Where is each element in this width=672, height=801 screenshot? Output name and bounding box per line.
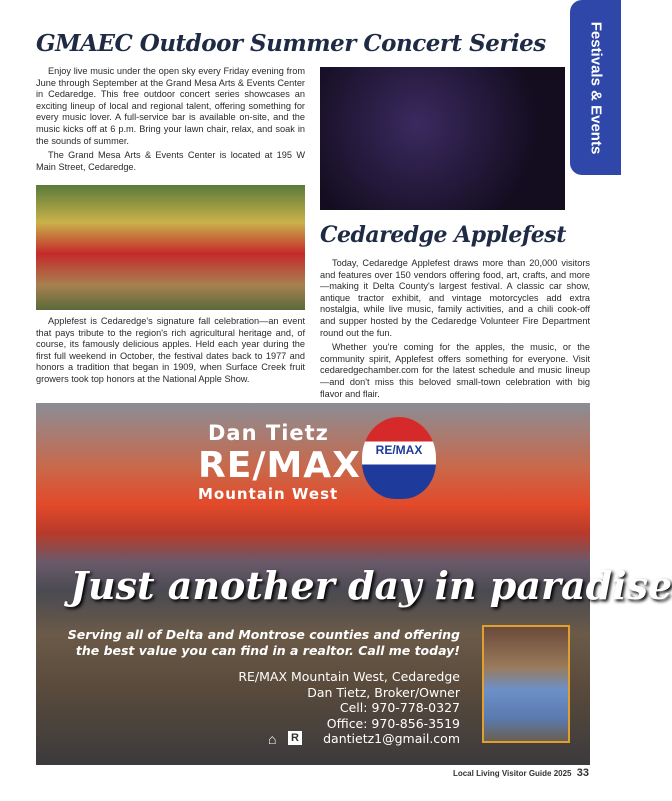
section-tab [570, 0, 621, 175]
concert-paragraph: The Grand Mesa Arts & Events Center is located at 195 W Main Street, Cedaredge. [36, 150, 305, 172]
concert-body [36, 66, 305, 176]
agent-portrait [482, 625, 570, 743]
agent-title: Dan Tietz, Broker/Owner [307, 684, 460, 700]
footer [453, 767, 589, 779]
applefest-right-body [320, 258, 590, 403]
office-name: RE/MAX Mountain West, Cedaredge [238, 669, 460, 684]
brand-subtitle: Mountain West [198, 485, 339, 503]
concert-photo [320, 67, 565, 210]
remax-advertisement [36, 403, 672, 765]
balloon-logo [362, 417, 436, 499]
equal-housing-icon: ⌂ [268, 731, 277, 747]
brand-logo: RE/MAX [198, 445, 361, 486]
pitch-line: Serving all of Delta and Montrose counties and offering [67, 627, 460, 642]
ad-tagline: Just another day in paradise [70, 563, 672, 608]
applefest-paragraph: Today, Cedaredge Applefest draws more than 20,000 visitors and features over 150 vendors offering food, art, crafts, and more—making it Delta County's largest festival. A classic car show, antique tractor exhibit, and vintage motorcycles add extra nostalgia, while live music, family activities, and a chili cook-off and supper hosted by the Cedaredge Volunteer Fire Department round out the fun. [320, 258, 590, 338]
concert-title: GMAEC Outdoor Summer Concert Series [36, 30, 546, 57]
applefest-left-body [36, 316, 305, 389]
cell-phone: Cell: 970-778-0327 [339, 700, 460, 715]
balloon-text: RE/MAX [375, 443, 423, 457]
pitch-line: the best value you can find in a realtor. Call me today! [75, 643, 460, 658]
page-number: 33 [576, 767, 589, 779]
realtor-icon: R [288, 731, 302, 745]
ad-pitch [68, 627, 460, 659]
publication-name: Local Living Visitor Guide 2025 [452, 769, 572, 778]
applefest-title: Cedaredge Applefest [320, 222, 566, 248]
concert-paragraph: Enjoy live music under the open sky every Friday evening from June through September at the Grand Mesa Arts & Events Center in Cedaredge. This free outdoor concert series showcases an exciting lineup of local and regional talent, offering something for every music lover. A full-service bar is available on-site, and the music kicks off at 6 p.m. Bring your lawn chair, relax, and soak in the sounds of summer. [36, 66, 305, 146]
applefest-photo [36, 185, 305, 310]
applefest-paragraph: Applefest is Cedaredge's signature fall celebration—an event that pays tribute to the region's rich agricultural heritage and, of course, its famously delicious apples. Held each year during the first full weekend in October, the festival dates back to 1977 and honors a tradition that began in 1909, when Surface Creek fruit growers took top honors at the National Apple Show. [36, 316, 305, 384]
section-tab-label: Festivals & Events [587, 21, 604, 154]
agent-name: Dan Tietz [208, 421, 329, 445]
email: dantietz1@gmail.com [323, 731, 460, 746]
office-phone: Office: 970-856-3519 [326, 715, 460, 731]
applefest-paragraph: Whether you're coming for the apples, the music, or the community spirit, Applefest offers something for everyone. Visit cedaredgechamber.com for the latest schedule and music lineup—and don't miss this beloved small-town celebration with big flavor and flair. [320, 342, 590, 399]
